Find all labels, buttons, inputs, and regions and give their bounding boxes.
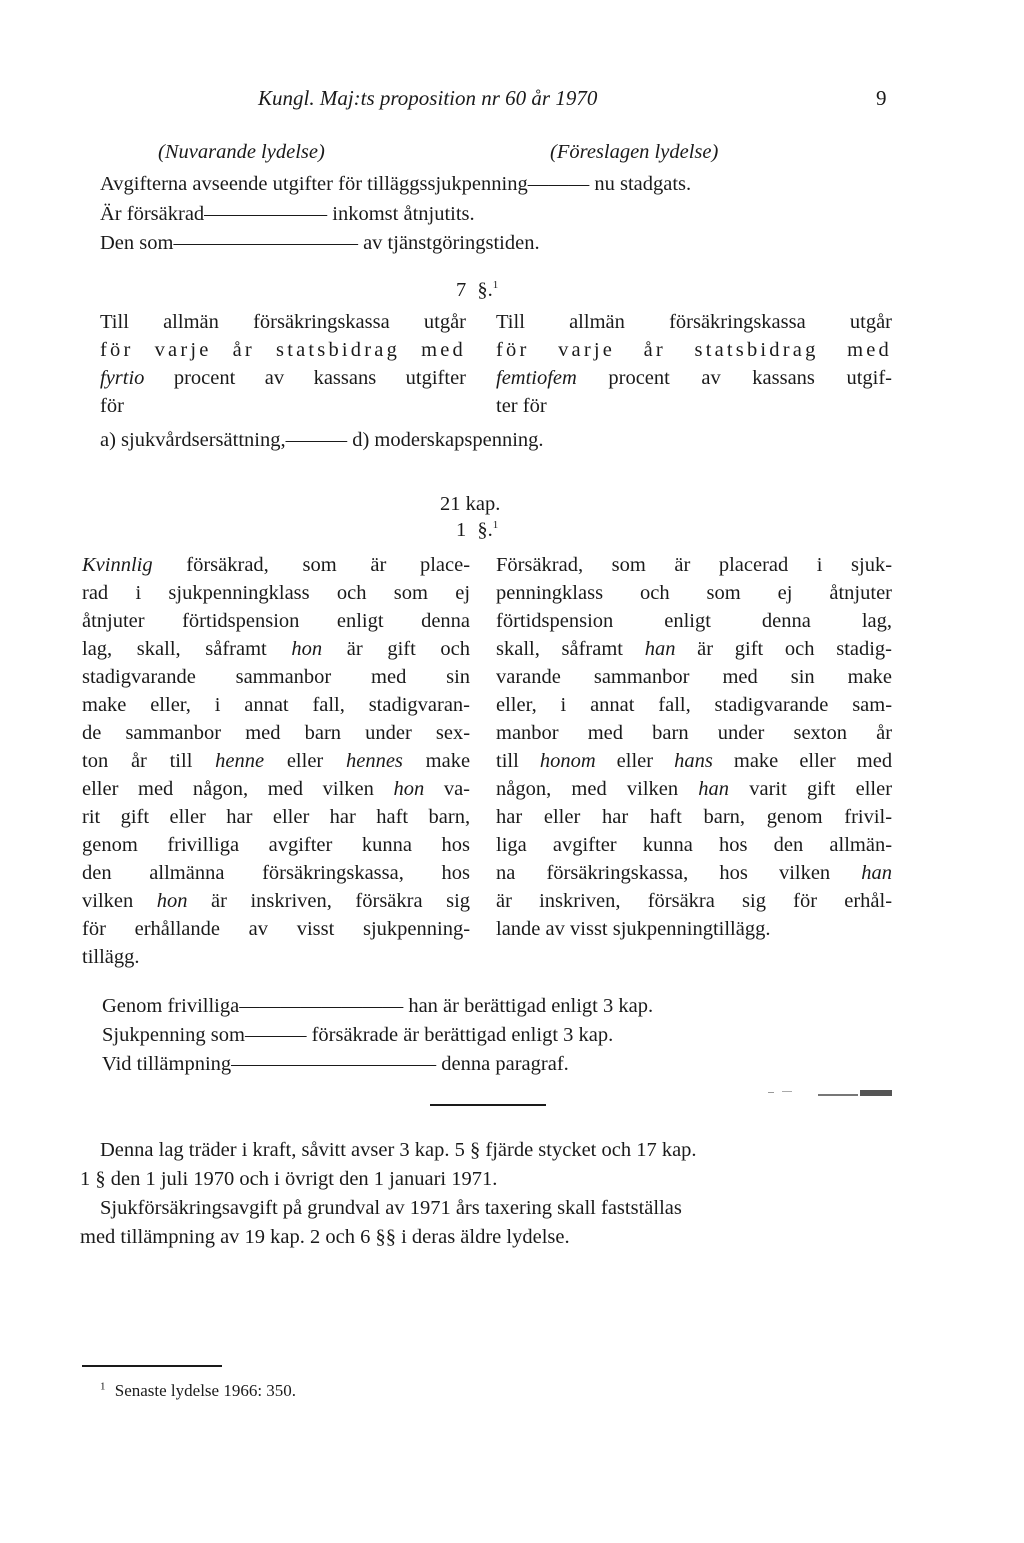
chapter-21-proposed-line: är inskriven, försäkra sig för erhål-: [496, 890, 893, 912]
section-7-number: 7: [456, 279, 467, 301]
chapter-21-proposed-line: förtidspension enligt denna lag,: [496, 610, 893, 632]
section-7-proposed-line-1: Till allmän försäkringskassa utgår: [496, 311, 893, 333]
chapter-21-current-line: för erhållande av visst sjukpenning-: [82, 918, 471, 940]
section-7-heading: [456, 280, 498, 301]
print-smudge-mark: [768, 1088, 894, 1098]
chapter-21-para-number: 1: [456, 519, 467, 541]
chapter-21-current-line: vilken hon är inskriven, försäkra sig: [82, 890, 471, 912]
section-7-proposed-line-3: femtiofem procent av kassans utgif-: [496, 367, 892, 389]
transitional-line-4: med tillämpning av 19 kap. 2 och 6 §§ i deras äldre lydelse.: [80, 1226, 570, 1248]
column-heading-proposed: (Föreslagen lydelse): [550, 141, 719, 163]
chapter-21-proposed-line: penningklass och som ej åtnjuter: [496, 582, 893, 604]
chapter-21-proposed-line: lande av visst sjukpenningtillägg.: [496, 918, 771, 940]
footnote-rule: [82, 1365, 222, 1367]
chapter-21-heading: 21 kap.: [440, 493, 501, 515]
column-heading-current: (Nuvarande lydelse): [158, 141, 325, 163]
chapter-21-current-line: den allmänna försäkringskassa, hos: [82, 862, 471, 884]
chapter-21-proposed-line: varande sammanbor med sin make: [496, 666, 893, 688]
chapter-21-para-heading: [456, 520, 498, 541]
document-title: Kungl. Maj:ts proposition nr 60 år 1970: [258, 86, 598, 110]
page-number: 9: [876, 86, 887, 110]
chapter-21-current-line: lag, skall, såframt hon är gift och: [82, 638, 471, 660]
section-7-current-text: [100, 308, 466, 420]
chapter-21-trailing-line-1: Genom frivilliga———————— han är berättigad enligt 3 kap.: [102, 995, 654, 1017]
chapter-21-proposed-line: någon, med vilken han varit gift eller: [496, 778, 893, 800]
chapter-21-current-line: de sammanbor med barn under sex-: [82, 722, 471, 744]
chapter-21-para-mark: §.: [477, 519, 493, 541]
omitted-line-3: Den som————————— av tjänstgöringstiden.: [100, 232, 540, 254]
chapter-21-current-line: tillägg.: [82, 946, 140, 968]
section-7-proposed-text: [496, 308, 892, 420]
chapter-21-trailing-line-3: Vid tillämpning—————————— denna paragraf.: [102, 1053, 569, 1075]
chapter-21-current-text: [82, 551, 470, 971]
transitional-line-3: Sjukförsäkringsavgift på grundval av 1971 års taxering skall fastställas: [100, 1197, 682, 1219]
transitional-line-2: 1 § den 1 juli 1970 och i övrigt den 1 januari 1971.: [80, 1168, 498, 1190]
chapter-21-current-line: make eller, i annat fall, stadigvaran-: [82, 694, 471, 716]
chapter-21-proposed-line: har eller har haft barn, genom frivil-: [496, 806, 893, 828]
chapter-21-current-line: eller med någon, med vilken hon va-: [82, 778, 470, 800]
chapter-21-trailing-line-2: Sjukpenning som——— försäkrade är berättigad enligt 3 kap.: [102, 1024, 614, 1046]
chapter-21-footnote-ref: 1: [492, 519, 499, 532]
chapter-21-current-line: rad i sjukpenningklass och som ej: [82, 582, 471, 604]
chapter-21-current-line: genom frivilliga avgifter kunna hos: [82, 834, 470, 856]
omitted-line-2: Är försäkrad—————— inkomst åtnjutits.: [100, 203, 475, 225]
section-7-current-line-4: för: [100, 395, 124, 417]
chapter-21-proposed-line: skall, såframt han är gift och stadig-: [496, 638, 893, 660]
chapter-21-proposed-line: manbor med barn under sexton år: [496, 722, 893, 744]
chapter-21-current-line: rit gift eller har eller har haft barn,: [82, 806, 471, 828]
section-7-current-line-2: för varje år statsbidrag med: [100, 339, 467, 361]
chapter-21-proposed-line: liga avgifter kunna hos den allmän-: [496, 834, 893, 856]
chapter-21-current-line: ton år till henne eller hennes make: [82, 750, 471, 772]
chapter-21-current-line: stadigvarande sammanbor med sin: [82, 666, 471, 688]
section-7-current-line-1: Till allmän försäkringskassa utgår: [100, 311, 467, 333]
footnote-mark: 1: [100, 1380, 106, 1393]
chapter-21-proposed-text: [496, 551, 892, 943]
chapter-21-proposed-line: na försäkringskassa, hos vilken han: [496, 862, 893, 884]
footnote-text: Senaste lydelse 1966: 350.: [114, 1381, 297, 1400]
section-separator-rule: [430, 1104, 546, 1106]
chapter-21-proposed-line: Försäkrad, som är placerad i sjuk-: [496, 554, 893, 576]
chapter-21-current-line: åtnjuter förtidspension enligt denna: [82, 610, 471, 632]
chapter-21-current-line: Kvinnlig försäkrad, som är place-: [82, 554, 471, 576]
section-7-current-line-3: fyrtio procent av kassans utgifter: [100, 367, 466, 389]
footnote: [100, 1382, 296, 1399]
section-7-footnote-ref: 1: [492, 279, 499, 292]
chapter-21-proposed-line: till honom eller hans make eller med: [496, 750, 893, 772]
chapter-21-proposed-line: eller, i annat fall, stadigvarande sam-: [496, 694, 893, 716]
section-7-proposed-line-2: för varje år statsbidrag med: [496, 339, 893, 361]
section-7-para-mark: §.: [477, 279, 493, 301]
transitional-line-1: Denna lag träder i kraft, såvitt avser 3 kap. 5 § fjärde stycket och 17 kap.: [100, 1139, 697, 1161]
omitted-line-1: Avgifterna avseende utgifter för tilläggssjukpenning——— nu stadgats.: [100, 173, 692, 195]
section-7-proposed-line-4: ter för: [496, 395, 547, 417]
section-7-item-line: a) sjukvårdsersättning,——— d) moderskapspenning.: [100, 429, 544, 451]
